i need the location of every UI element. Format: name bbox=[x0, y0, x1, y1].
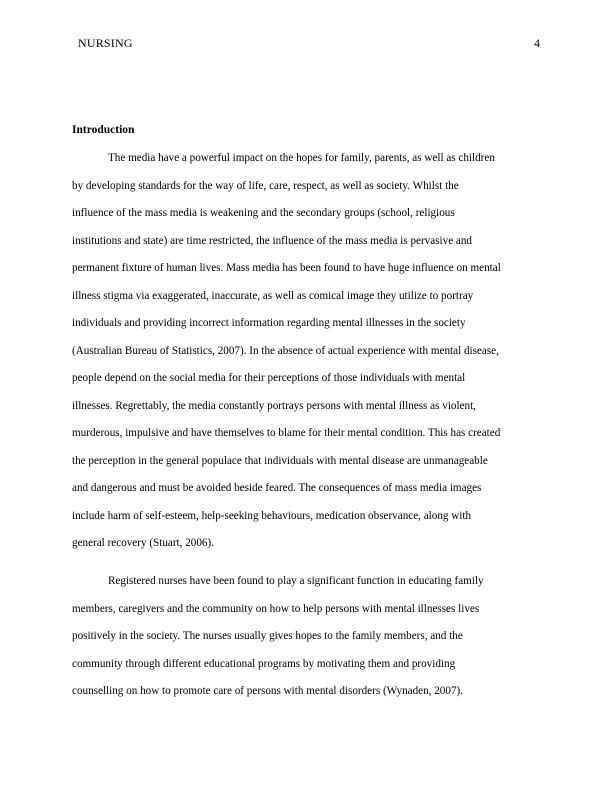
paragraph-line: positively in the society. The nurses usually gives hopes to the family members, and the bbox=[72, 630, 463, 642]
paragraph-line: institutions and state) are time restricted, the influence of the mass media is pervasive and bbox=[72, 234, 473, 247]
section-heading: Introduction bbox=[72, 124, 135, 136]
page-number: 4 bbox=[534, 36, 540, 50]
paragraph-line: include harm of self-esteem, help-seeking behaviours, medication observance, along with bbox=[72, 509, 472, 522]
paragraph-line: influence of the mass media is weakening and the secondary groups (school, religious bbox=[72, 207, 455, 219]
paragraph-1 bbox=[72, 145, 542, 558]
paragraph-line: individuals and providing incorrect information regarding mental illnesses in the society bbox=[72, 317, 466, 329]
paragraph-line: permanent fixture of human lives. Mass media has been found to have huge influence on mental bbox=[72, 262, 501, 274]
paragraph-line: community through different educational programs by motivating them and providing bbox=[72, 657, 456, 670]
paragraph-line: people depend on the social media for their perceptions of those individuals with mental bbox=[72, 372, 466, 384]
paragraph-line: and dangerous and must be avoided beside feared. The consequences of mass media images bbox=[72, 482, 482, 494]
paragraph-line: the perception in the general populace that individuals with mental disease are unmanageable bbox=[72, 454, 488, 467]
paragraph-line: murderous, impulsive and have themselves to blame for their mental condition. This has created bbox=[72, 427, 501, 439]
paragraph-2 bbox=[72, 568, 542, 706]
paragraph-line: illnesses. Regrettably, the media constantly portrays persons with mental illness as violent, bbox=[72, 399, 476, 412]
paragraph-line: members, caregivers and the community on how to help persons with mental illnesses lives bbox=[72, 602, 480, 615]
paragraph-line: (Australian Bureau of Statistics, 2007). In the absence of actual experience with mental disease, bbox=[72, 344, 499, 357]
paragraph-line: The media have a powerful impact on the hopes for family, parents, as well as children bbox=[108, 152, 495, 164]
paragraph-line: counselling on how to promote care of persons with mental disorders (Wynaden, 2007). bbox=[72, 685, 464, 697]
paragraph-line: general recovery (Stuart, 2006). bbox=[72, 537, 214, 549]
paragraph-line: by developing standards for the way of life, care, respect, as well as society. Whilst the bbox=[72, 179, 459, 192]
running-head-title: NURSING bbox=[78, 36, 133, 50]
paragraph-line: illness stigma via exaggerated, inaccurate, as well as comical image they utilize to portray bbox=[72, 289, 474, 302]
paragraph-line: Registered nurses have been found to play a significant function in educating family bbox=[108, 575, 484, 587]
